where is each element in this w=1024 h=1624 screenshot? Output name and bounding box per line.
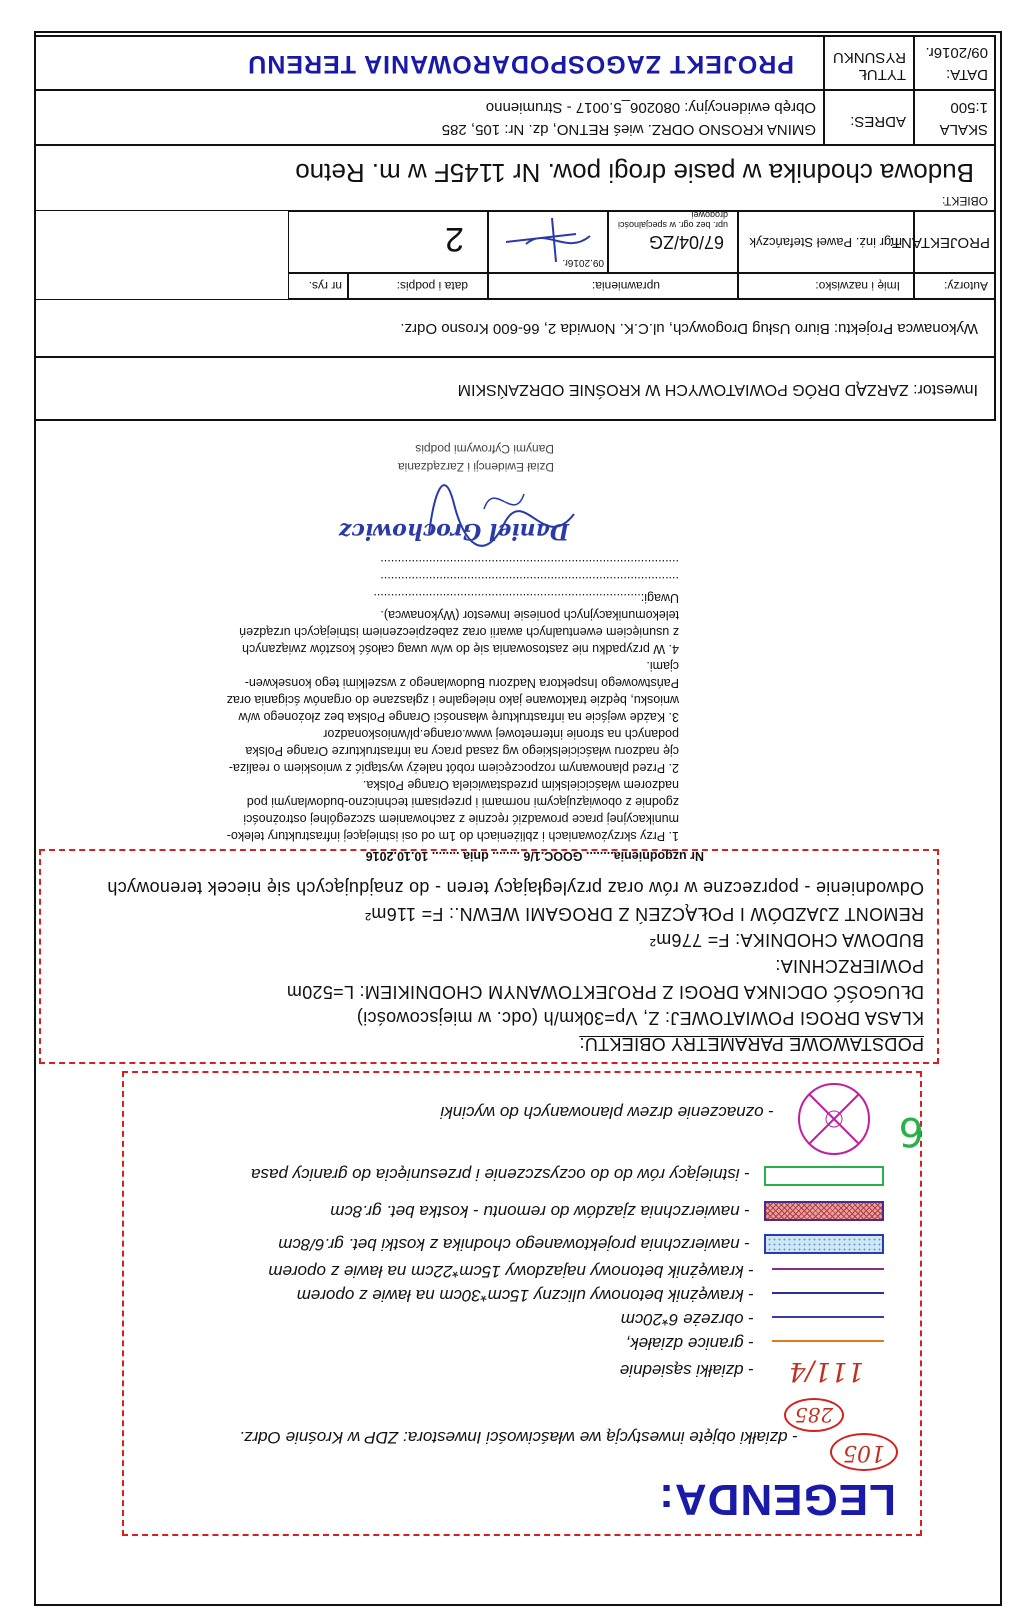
- neighbor-plot-code: 111/4: [789, 1356, 864, 1386]
- legend-line-parcel-borders: [772, 1340, 884, 1342]
- note-line: nadzorem właścicielskim przedstawiciela Orange Polska.: [362, 778, 679, 792]
- object-label: OBIEKT:: [941, 194, 988, 208]
- legend-swatch-sidewalk: [764, 1234, 884, 1254]
- legend-item-text: - granice działek,: [625, 1334, 754, 1353]
- note-line: zgodnie z obowiązującymi normami i przepisami techniczno-budowlanymi pod: [246, 795, 679, 809]
- title-label: TYTUŁ RYSUNKU: [832, 49, 906, 83]
- legend-item-text: - krawężnik betonowy najazdowy 15cm*22cm na ławie z oporem: [268, 1262, 754, 1281]
- legend-swatch-text: - nawierzchnia zjazdów do remontu - kostka bet. gr.8cm: [330, 1202, 750, 1221]
- designer-signature: [496, 214, 596, 266]
- note-line: 1. Przy skrzyżowaniach i zbliżeniach do 1m od osi istniejącej infrastruktury teleko-: [226, 829, 679, 843]
- legend-neighbor-plots: - działki sąsiednie: [619, 1361, 754, 1380]
- parameter-line: BUDOWA CHODNIKA: F= 776m²: [649, 930, 924, 950]
- parameters-title: PODSTAWOWE PARAMETRY OBIEKTU:: [579, 1034, 924, 1054]
- authors-header: Autorzy:: [943, 279, 988, 293]
- note-line: Państwowego Inspektora Nadzoru Budowlanego z wszelkimi tego konsekwen-: [244, 676, 679, 690]
- parameter-line: Odwodnienie - poprzeczne w rów oraz przyległający teren - do znajdujących się niecek terenowych: [107, 878, 924, 898]
- legend-investor-plots: - działki objęte inwestycją we właściwości Inwestora: ZDP w Krośnie Odrz.: [239, 1428, 798, 1447]
- scale-value: 1:500: [950, 99, 988, 116]
- drawing-title: PROJEKT ZAGOSPODAROWANIA TERENU: [247, 50, 794, 78]
- permissions-header: uprawnienia:: [591, 279, 660, 293]
- note-line: ......................................................................................: [380, 557, 679, 571]
- date-label: DATA:: [946, 66, 988, 83]
- designer-role: PROJEKTANT:: [889, 234, 990, 251]
- drawing-number-header: nr rys.: [308, 279, 342, 293]
- scale-label: SKALA: [939, 121, 988, 138]
- designer-name: mgr inż. Paweł Stefańczyk: [749, 235, 902, 250]
- legend-line-street-curb: [772, 1292, 884, 1294]
- legend-item-text: - krawężnik betonowy uliczny 15cm*30cm na ławie z oporem: [296, 1286, 754, 1305]
- permit-note: upr. bez ogr. w specjalności drogowej: [617, 210, 728, 230]
- legend-line-curb-edge: [772, 1316, 884, 1318]
- signature-scribble: [424, 474, 584, 564]
- legend-swatch-text: - nawierzchnia projektowanego chodnika z kostki bet. gr.6/8cm: [278, 1235, 750, 1254]
- agreement-number: Nr uzgodnienia........ GOOC.1/6 ........ dnia ........ 10.10.2016: [365, 849, 704, 863]
- legend-item-text: - obrzeże 6*20cm: [620, 1310, 754, 1329]
- digital-signature-label: Danymi Cyfrowymi podpis: [415, 442, 554, 456]
- plot-number: 105: [843, 1440, 885, 1465]
- parameter-line: KLASA DROGI POWIATOWEJ: Z, Vp=30km/h (odc. w miejscowości): [356, 1008, 924, 1028]
- parameter-line: DŁUGOŚĆ ODCINKA DROGI Z PROJEKTOWANYM CHODNIKIEM: L=520m: [286, 982, 924, 1002]
- agreement-notes: [199, 555, 679, 844]
- parameter-line: POWIERZCHNIA:: [775, 956, 924, 976]
- note-line: Uwagi:.............................................................................: [373, 591, 679, 605]
- contractor-text: Wykonawca Projektu: Biuro Usług Drogowych, ul.C.K. Norwida 2, 66-600 Krosno Odrz.: [400, 320, 978, 337]
- sign-date: 09.2016r.: [562, 257, 604, 268]
- legend-swatch-ditch: [764, 1166, 884, 1186]
- tree-removal-icon: [794, 1079, 874, 1159]
- note-line: ......................................................................................: [380, 574, 679, 588]
- note-line: podanych na stronie internetowej www.orange.pl/wnioskonadzor: [323, 727, 679, 741]
- note-line: telekomunikacyjnych poniesie Inwestor (Wykonawca).: [380, 608, 679, 622]
- tree-number: 6: [898, 1108, 924, 1154]
- address-line-2: Obręb ewidencyjny: 080206_5.0017 - Strumienno: [485, 99, 816, 116]
- department-stamp: Dział Ewidencji i Zarządzania: [397, 460, 554, 474]
- note-line: cjami.: [646, 659, 679, 673]
- legend-title: LEGENDA:: [658, 1475, 896, 1524]
- investor-text: Inwestor: ZARZĄD DRÓG POWIATOWYCH W KROŚNIE ODRZAŃSKIM: [457, 381, 978, 398]
- legend-swatch-driveways: [764, 1201, 884, 1221]
- note-line: cję nadzoru właścicielskiego wg zasad pracy na infrastrukturze Orange Polska: [245, 744, 679, 758]
- date-value: 09/2016r.: [925, 44, 988, 61]
- legend-swatch-text: - istniejący rów do do oczyszczenie i przesunięcia do granicy pasa: [251, 1165, 750, 1184]
- permit-number: 67/04/ZG: [648, 232, 724, 252]
- note-line: 2. Przed planowanym rozpoczęciem robót należy wystąpić z wnioskiem o realiza-: [228, 761, 679, 775]
- drawing-number: 2: [445, 220, 464, 258]
- address-label: ADRES:: [850, 113, 906, 130]
- plot-number: 285: [794, 1403, 834, 1427]
- object-name: Budowa chodnika w pasie drogi pow. Nr 1145F w m. Retno: [295, 158, 974, 188]
- date-sign-header: data i podpis:: [396, 279, 468, 293]
- legend-line-driveway-curb: [772, 1268, 884, 1270]
- parameter-line: REMONT ZJAZDÓW I POŁĄCZEŃ Z DROGAMI WEWN.: F= 116m²: [364, 904, 924, 924]
- name-header: Imię i nazwisko:: [815, 279, 900, 293]
- note-line: wniosku, będzie traktowane jako nielegalne i zgłaszane do organów ścigania oraz: [226, 693, 679, 707]
- note-line: 4. W przypadku nie zastosowania się do w/w uwag całość kosztów związanych: [241, 642, 679, 656]
- signatory-name: Daniel Grochowicz: [338, 518, 569, 544]
- note-line: z usunięciem ewentualnych awarii oraz zabezpieczeniem istniejących urządzeń: [239, 625, 679, 639]
- plot-number-oval: [830, 1433, 898, 1471]
- note-line: munikacyjnej prace prowadzić ręcznie z zachowaniem szczególnej ostrożności: [243, 812, 679, 826]
- address-line-1: GMINA KROSNO ODRZ. wieś RETNO, dz. Nr: 105, 285: [441, 121, 816, 138]
- legend-tree-text: - oznaczenie drzew planowanych do wycinki: [440, 1103, 774, 1122]
- note-line: 3. Każde wejście na infrastrukturę własności Orange Polska bez złożonego w/w: [238, 710, 679, 724]
